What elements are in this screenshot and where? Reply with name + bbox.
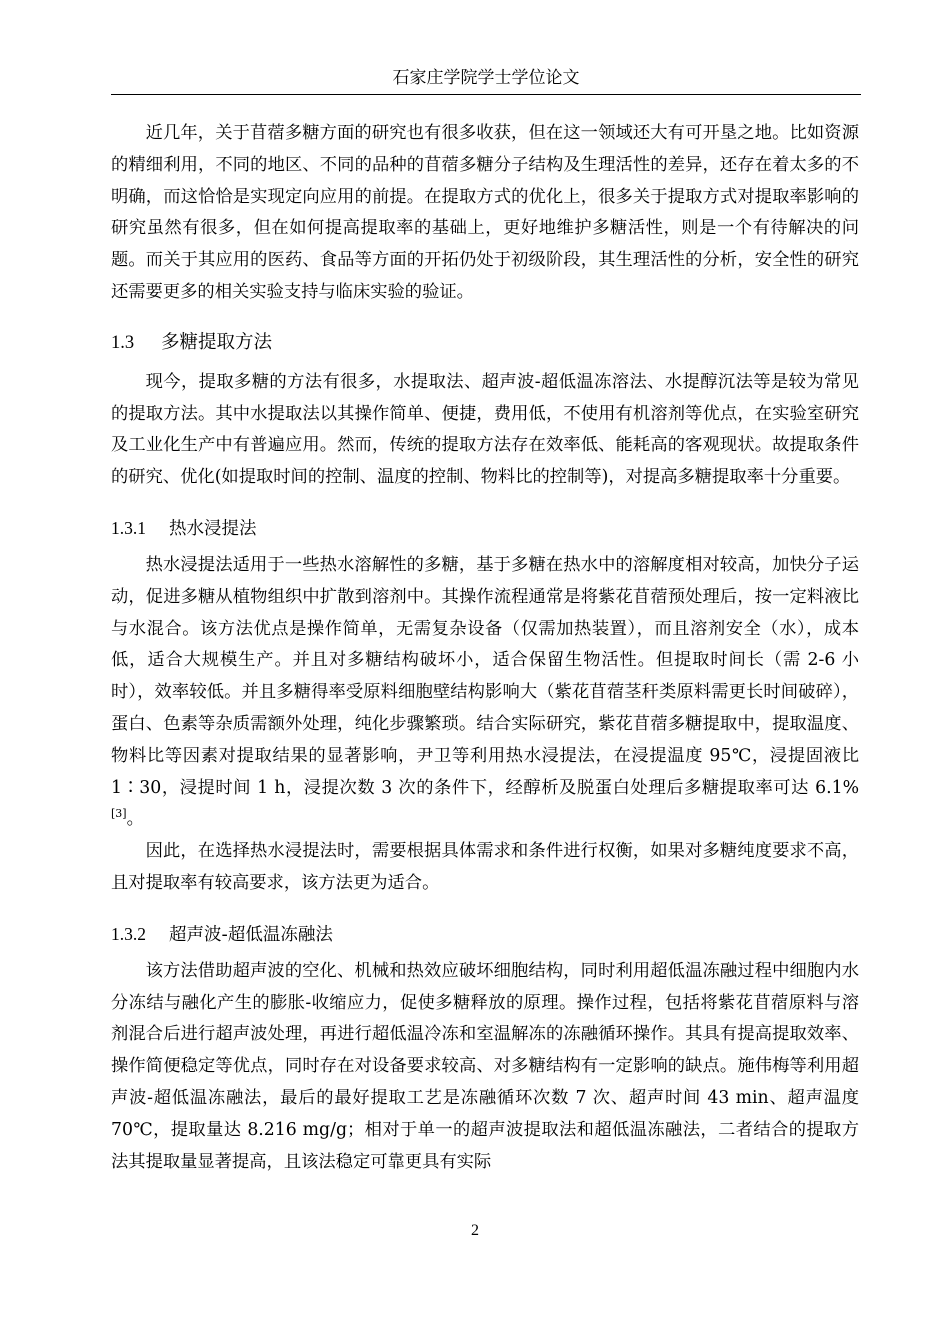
paragraph-hot-water-conclusion: 因此，在选择热水浸提法时，需要根据具体需求和条件进行权衡，如果对多糖纯度要求不高，且对提取率有较高要求，该方法更为适合。 bbox=[111, 841, 859, 893]
section-number: 1.3.1 bbox=[111, 517, 146, 538]
running-header: 石家庄学院学士学位论文 bbox=[392, 68, 580, 88]
paragraph-research-outlook: 近几年，关于苜蓿多糖方面的研究也有很多收获，但在这一领域还大有可开垦之地。比如资源的精细利用，不同的地区、不同的品种的苜蓿多糖分子结构及生理活性的差异，还存在着太多的不明确，而这恰恰是实现定向应用的前提。在提取方式的优化上，很多关于提取方式对提取率影响的研究虽然有很多，但在如何提高提取率的基础上，更好地维护多糖活性，则是一个有待解决的问题。而关于其应用的医药、食品等方面的开拓仍处于初级阶段，其生理活性的分析，安全性的研究还需要更多的相关实验支持与临床实验的验证。 bbox=[111, 123, 859, 302]
paragraph-ultrasonic-freeze-thaw: 该方法借助超声波的空化、机械和热效应破坏细胞结构，同时利用超低温冻融过程中细胞内水分冻结与融化产生的膨胀-收缩应力，促使多糖释放的原理。操作过程，包括将紫花苜蓿原料与溶剂混合后进行超声波处理，再进行超低温冷冻和室温解冻的冻融循环操作。其具有提高提取效率、操作简便稳定等优点，同时存在对设备要求较高、对多糖结构有一定影响的缺点。施伟梅等利用超声波-超低温冻融法，最后的最好提取工艺是冻融循环次数 7 次、超声时间 43 min、超声温度 70℃，提取量达 8.216 mg/g；相对于单一的超声波提取法和超低温冻融法，二者结合的提取方法其提取量显著提高，且该法稳定可靠更具有实际 bbox=[111, 960, 859, 1172]
paragraph-text: 热水浸提法适用于一些热水溶解性的多糖，基于多糖在热水中的溶解度相对较高，加快分子运动，促进多糖从植物组织中扩散到溶剂中。其操作流程通常是将紫花苜蓿预处理后，按一定料液比与水混合。该方法优点是操作简单，无需复杂设备（仅需加热装置），而且溶剂安全（水），成本低，适合大规模生产。并且对多糖结构破坏小，适合保留生物活性。但提取时间长（需 2-6 小时），效率较低。并且多糖得率受原料细胞壁结构影响大（紫花苜蓿茎秆类原料需更长时间破碎），蛋白、色素等杂质需额外处理，纯化步骤繁琐。结合实际研究，紫花苜蓿多糖提取中，提取温度、物料比等因素对提取结果的显著影响，尹卫等利用热水浸提法，在浸提温度 95℃，浸提固液比 1∶30，浸提时间 1 h，浸提次数 3 次的条件下，经醇析及脱蛋白处理后多糖提取率可达 6.1% bbox=[111, 554, 859, 798]
paragraph-end: 。 bbox=[126, 809, 144, 830]
section-number: 1.3.2 bbox=[111, 923, 146, 944]
section-title: 多糖提取方法 bbox=[161, 331, 273, 353]
paragraph-hot-water-extraction bbox=[111, 550, 859, 836]
section-heading-1-3-1 bbox=[111, 512, 859, 544]
page-number: 2 bbox=[471, 1222, 479, 1239]
section-number: 1.3 bbox=[111, 332, 135, 353]
section-heading-1-3 bbox=[111, 327, 859, 359]
citation-ref: [3] bbox=[111, 807, 127, 821]
section-title: 热水浸提法 bbox=[169, 518, 257, 539]
page-body bbox=[111, 118, 859, 1178]
paragraph-extraction-overview: 现今，提取多糖的方法有很多，水提取法、超声波-超低温冻溶法、水提醇沉法等是较为常见的提取方法。其中水提取法以其操作简单、便捷，费用低，不使用有机溶剂等优点，在实验室研究及工业化生产中有普遍应用。然而，传统的提取方法存在效率低、能耗高的客观现状。故提取条件的研究、优化(如提取时间的控制、温度的控制、物料比的控制等)，对提高多糖提取率十分重要。 bbox=[111, 371, 859, 488]
header-rule bbox=[111, 94, 861, 95]
section-title: 超声波-超低温冻融法 bbox=[169, 924, 333, 945]
section-heading-1-3-2 bbox=[111, 918, 859, 950]
